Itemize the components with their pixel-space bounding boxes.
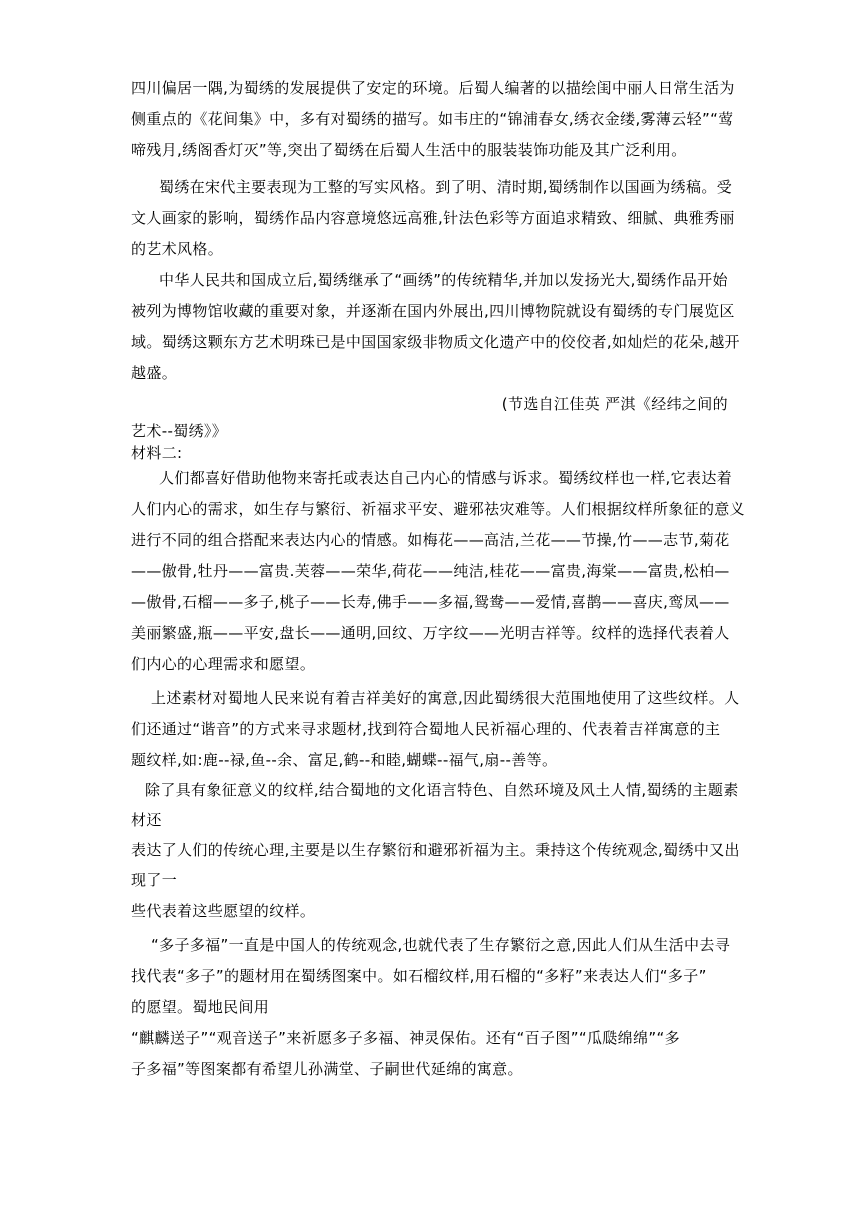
text-line: 域。蜀绣这颗东方艺术明珠已是中国国家级非物质文化遗产中的佼佼者,如灿烂的花朵,越开 [131, 333, 740, 351]
text-line: 材还 [131, 811, 162, 829]
text-line: “麒麟送子”“观音送子”来祈愿多子多福、神灵保佑。还有“百子图”“瓜瓞绵绵”“多 [131, 1029, 680, 1047]
source-citation: (节选自江佳英 严淇《经纬之间的 [501, 395, 728, 413]
text-line: ——傲骨,牡丹——富贵.芙蓉——荣华,荷花——纯洁,桂花——富贵,海棠——富贵,松柏— [131, 562, 730, 580]
text-line: 题纹样,如:鹿--禄,鱼--余、富足,鹤--和睦,蝴蝶--福气,扇--善等。 [131, 751, 558, 769]
text-line: 被列为博物馆收藏的重要对象，并逐渐在国内外展出,四川博物院就设有蜀绣的专门展览区 [131, 302, 735, 320]
text-line: 子多福”等图案都有希望儿孙满堂、子嗣世代延绵的寓意。 [131, 1060, 523, 1078]
text-line: 们还通过“谐音”的方式来寻求题材,找到符合蜀地人民祈福心理的、代表着吉祥寓意的主 [131, 720, 721, 738]
text-line: 四川偏居一隅,为蜀绣的发展提供了安定的环境。后蜀人编著的以描绘闺中丽人日常生活为 [131, 79, 735, 97]
text-line: 蜀绣在宋代主要表现为工整的写实风格。到了明、清时期,蜀绣制作以国画为绣稿。受 [159, 178, 733, 196]
text-line: 的艺术风格。 [131, 240, 224, 258]
text-line: 找代表“多子”的题材用在蜀绣图案中。如石榴纹样,用石榴的“多籽”来表达人们“多子” [131, 967, 707, 985]
text-line: 人们都喜好借助他物来寄托或表达自己内心的情感与诉求。蜀绣纹样也一样,它表达着 [159, 469, 733, 487]
text-line: “多子多福”一直是中国人的传统观念,也就代表了生存繁衍之意,因此人们从生活中去寻 [151, 936, 731, 954]
text-line: 越盛。 [131, 364, 178, 382]
text-line: 除了具有象征意义的纹样,结合蜀地的文化语言特色、自然环境及风土人情,蜀绣的主题素 [145, 781, 739, 799]
text-line: 侧重点的《花间集》中，多有对蜀绣的描写。如韦庄的“锦浦春女,绣衣金缕,雾薄云轻”“莺 [131, 110, 734, 128]
text-line: 现了一 [131, 871, 178, 889]
text-line: 啼残月,绣阁香灯灭”等,突出了蜀绣在后蜀人生活中的服装装饰功能及其广泛利用。 [131, 141, 687, 159]
text-line: 上述素材对蜀地人民来说有着吉祥美好的寓意,因此蜀绣很大范围地使用了这些纹样。人 [151, 689, 740, 707]
text-line: 表达了人们的传统心理,主要是以生存繁衍和避邪祈福为主。秉持这个传统观念,蜀绣中又出 [131, 841, 740, 859]
text-line: 们内心的心理需求和愿望。 [131, 655, 316, 673]
source-citation-cont: 艺术--蜀绣》》 [131, 422, 228, 440]
text-line: 中华人民共和国成立后,蜀绣继承了“画绣”的传统精华,并加以发扬光大,蜀绣作品开始 [159, 271, 728, 289]
text-line: 人们内心的需求，如生存与繁衍、祈福求平安、避邪祛灾难等。人们根据纹样所象征的意义 [131, 500, 746, 518]
text-line: 些代表着这些愿望的纹样。 [131, 902, 316, 920]
section-heading: 材料二: [131, 444, 183, 462]
text-line: 的愿望。蜀地民间用 [131, 998, 270, 1016]
text-line: —傲骨,石榴——多子,桃子——长寿,佛手——多福,鸳鸯——爱情,喜鹊——喜庆,鸾凤—— [131, 593, 730, 611]
text-line: 美丽繁盛,瓶——平安,盘长——通明,回纹、万字纹——光明吉祥等。纹样的选择代表着人 [131, 624, 730, 642]
text-line: 文人画家的影响，蜀绣作品内容意境悠远高雅,针法色彩等方面追求精致、细腻、典雅秀丽 [131, 209, 735, 227]
text-line: 进行不同的组合搭配来表达内心的情感。如梅花——高洁,兰花——节操,竹——志节,菊花 [131, 531, 730, 549]
